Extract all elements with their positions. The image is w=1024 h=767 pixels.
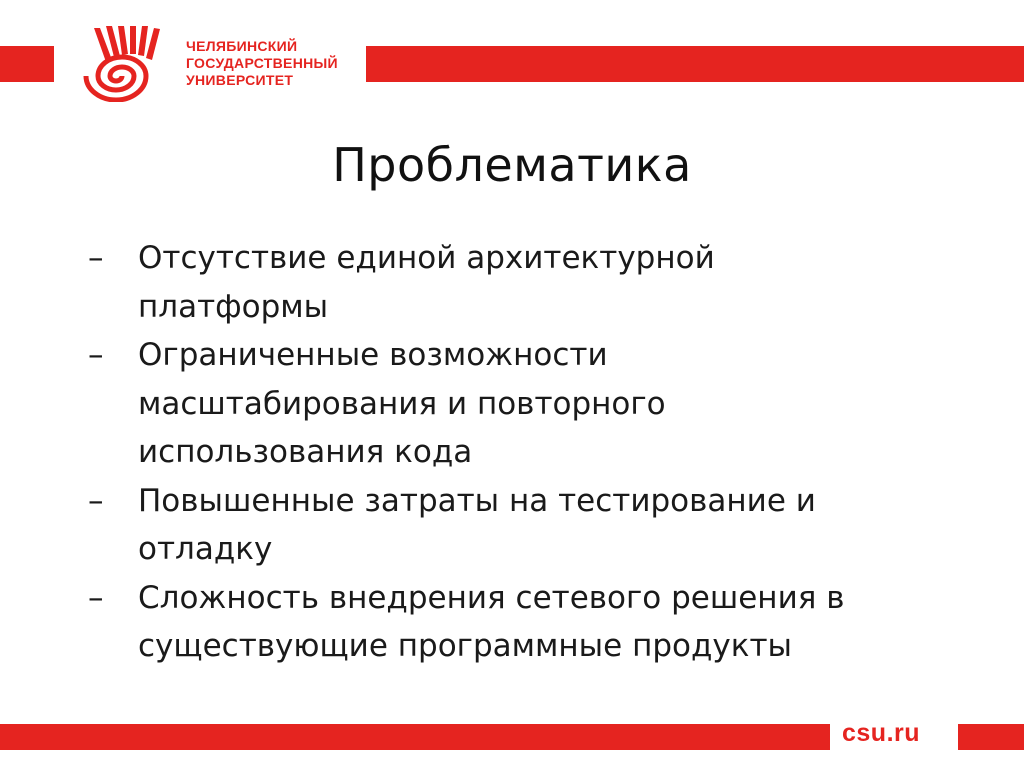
bullet-item: [88, 574, 988, 671]
university-name-line-1: ЧЕЛЯБИНСКИЙ: [186, 38, 298, 54]
bullet-item: [88, 477, 988, 574]
csu-spiral-logo-icon: [80, 26, 172, 102]
footer-stripe-left: [0, 724, 830, 750]
bullet-text-line: использования кода: [138, 434, 473, 470]
bullet-dash: –: [88, 579, 104, 616]
bullet-text-line: платформы: [138, 288, 329, 325]
footer-url: csu.ru: [842, 719, 921, 747]
slide-title: Проблематика: [332, 138, 692, 192]
university-name-line-2: ГОСУДАРСТВЕННЫЙ: [186, 55, 338, 71]
bullet-item: [88, 234, 988, 331]
header-stripe-left: [0, 46, 54, 82]
bullet-text-line: Сложность внедрения сетевого решения в: [138, 579, 845, 616]
bullet-text-line: Отсутствие единой архитектурной: [138, 240, 715, 276]
bullet-dash: –: [88, 240, 104, 276]
university-name: [186, 38, 338, 89]
bullet-item: [88, 331, 988, 477]
bullet-text-line: существующие программные продукты: [138, 628, 793, 664]
bullet-text-line: Повышенные затраты на тестирование и: [138, 482, 816, 519]
bullet-text-line: Ограниченные возможности: [138, 337, 608, 373]
university-name-line-3: УНИВЕРСИТЕТ: [186, 72, 294, 88]
footer-stripe-right: [958, 724, 1024, 750]
bullet-text-line: масштабирования и повторного: [138, 385, 666, 422]
bullet-dash: –: [88, 337, 104, 373]
bullet-text-line: отладку: [138, 531, 273, 567]
bullet-list: [88, 234, 988, 671]
bullet-dash: –: [88, 482, 104, 519]
header-stripe-right: [366, 46, 1024, 82]
